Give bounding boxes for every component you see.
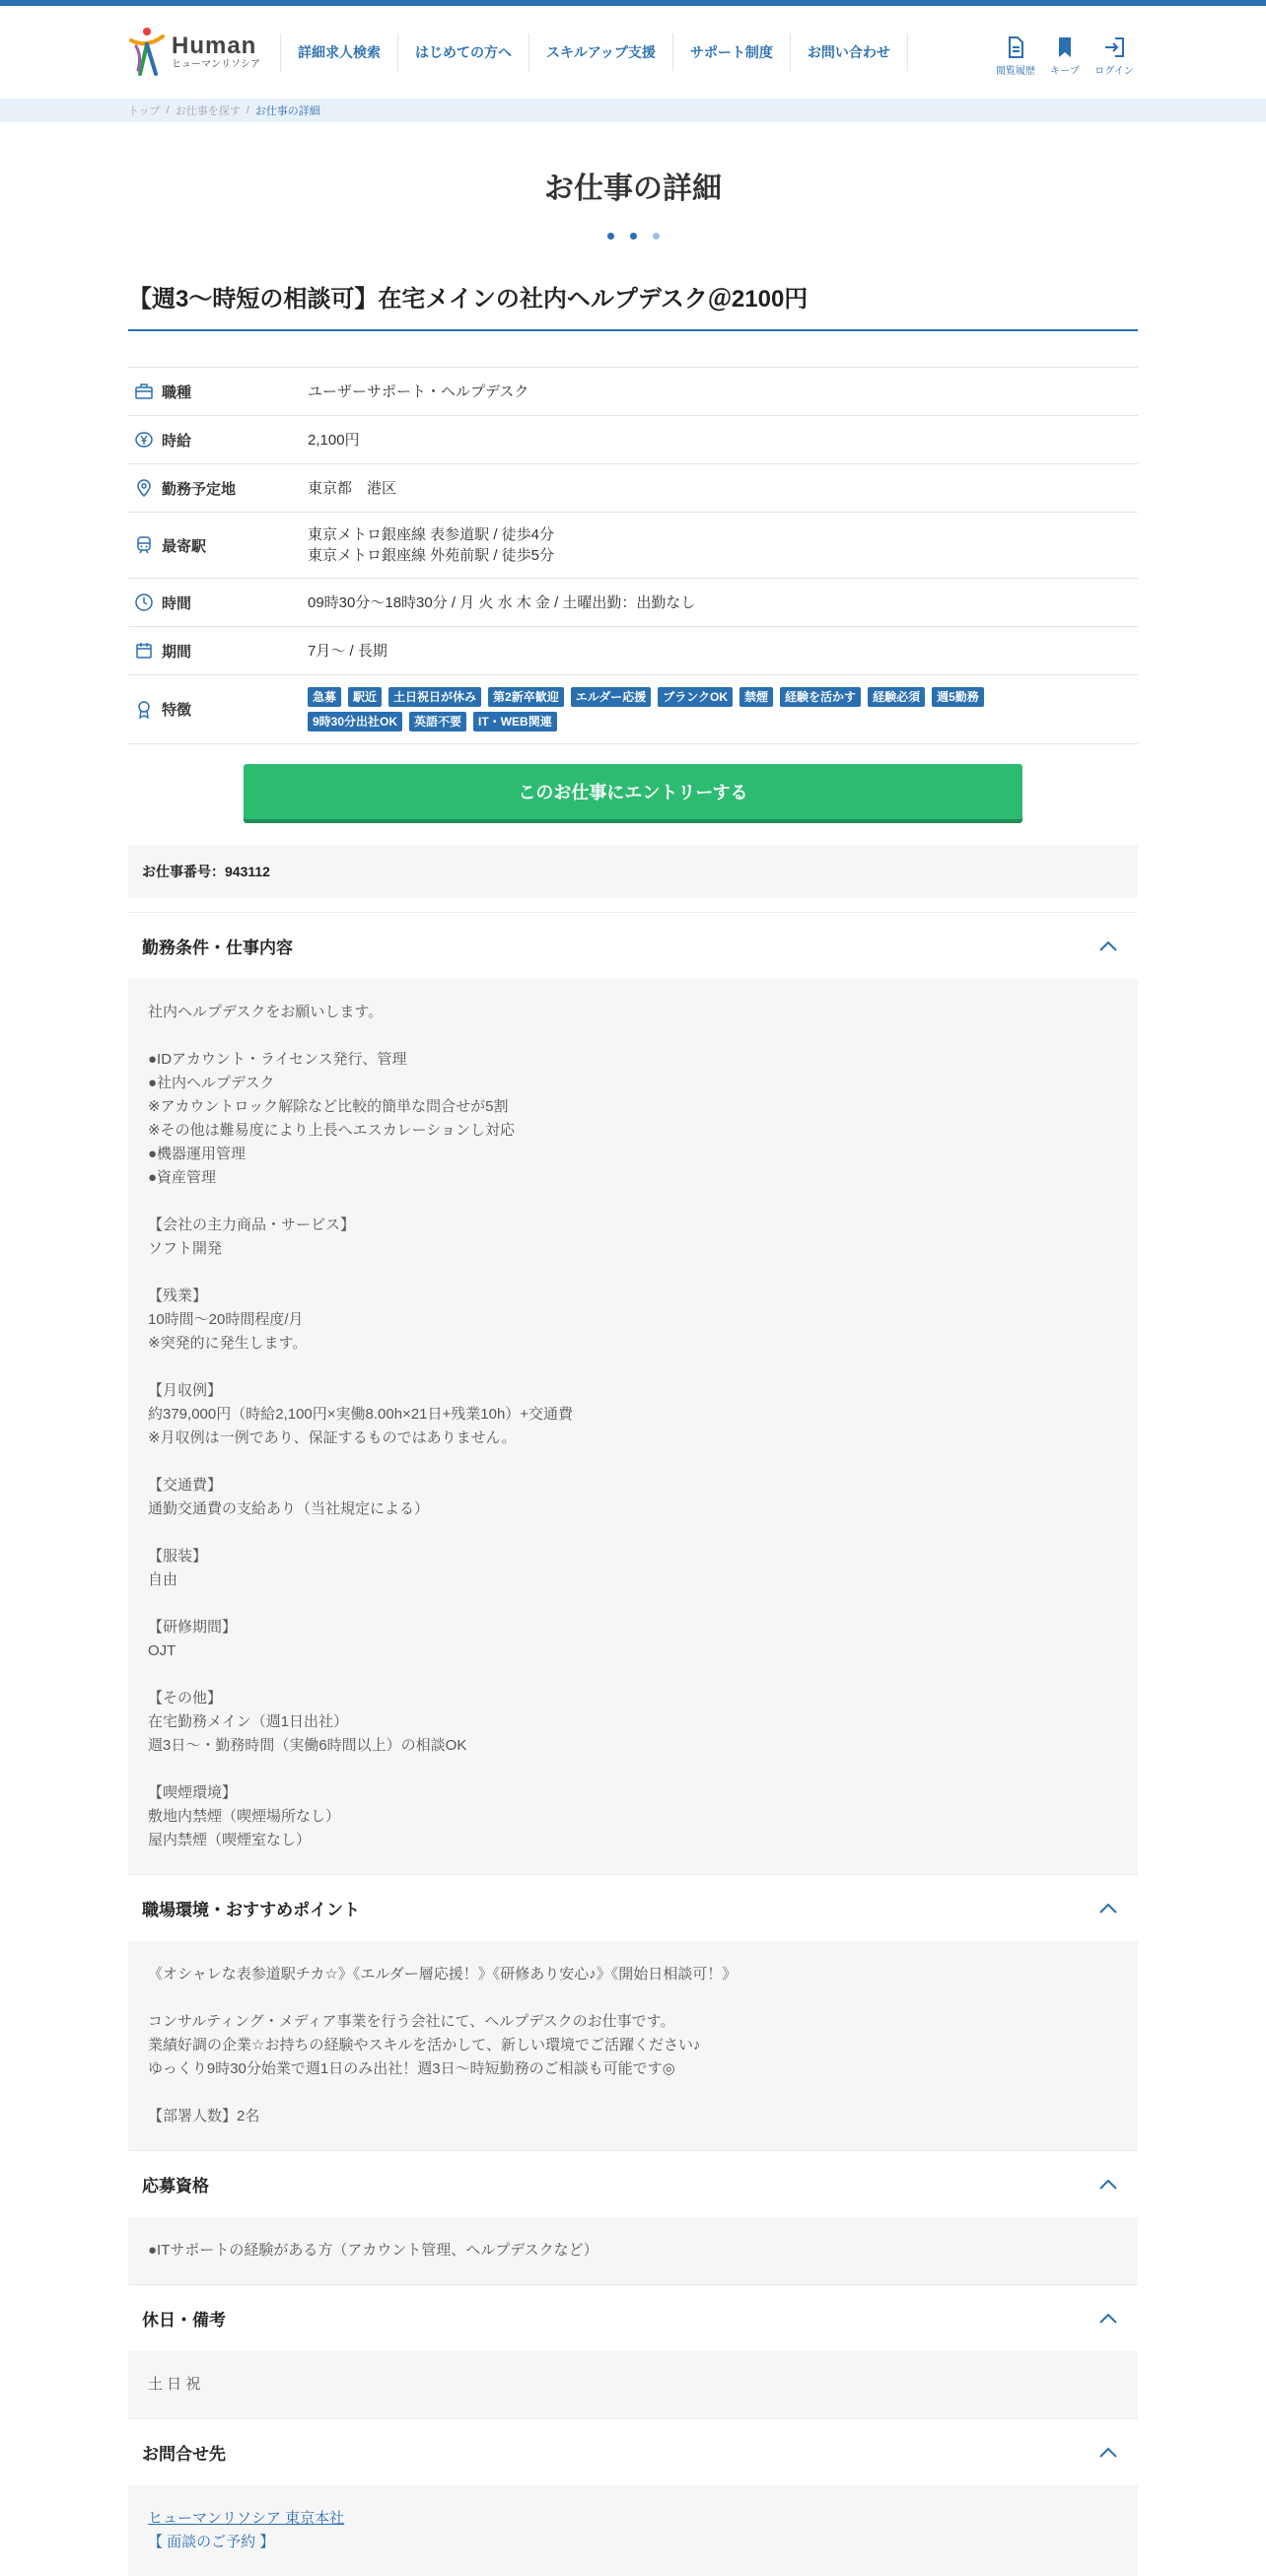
chevron-up-icon: [1098, 1903, 1118, 1915]
job-number: お仕事番号：943112: [128, 845, 1138, 898]
contact-office-link[interactable]: ヒューマンリソシア 東京本社: [148, 2510, 345, 2527]
section-title: お問合せ先: [142, 2445, 226, 2464]
nav-skillup[interactable]: スキルアップ支援: [528, 34, 672, 71]
job-detail: [128, 279, 1138, 2576]
site-logo[interactable]: [128, 23, 276, 82]
spec-label: 勤務予定地: [162, 480, 237, 498]
global-nav: [280, 34, 908, 71]
nav-support[interactable]: サポート制度: [672, 34, 790, 71]
spec-row-station: [128, 513, 1138, 579]
title-dots: [0, 233, 1266, 240]
feature-tag: 週5勤務: [932, 687, 984, 707]
spec-value-tags: [306, 675, 1138, 744]
accordion-body: [128, 979, 1138, 1874]
chevron-up-icon: [1098, 940, 1118, 952]
calendar-icon: [134, 641, 154, 661]
logo-brand: Human: [172, 33, 257, 59]
accordion-body: [128, 2485, 1138, 2576]
spec-value: 東京都 港区: [308, 479, 397, 497]
feature-tag: エルダー応援: [571, 687, 652, 707]
accordion-body: [128, 2217, 1138, 2284]
section-contact: [128, 2418, 1138, 2576]
dot: [653, 233, 660, 240]
section-title: 職場環境・おすすめポイント: [142, 1901, 361, 1919]
spec-value: 7月～ / 長期: [308, 642, 387, 660]
spec-value: ユーザーサポート・ヘルプデスク: [308, 383, 529, 400]
accordion-header[interactable]: [128, 912, 1138, 979]
breadcrumb: [0, 99, 1266, 122]
history-button[interactable]: [996, 35, 1035, 77]
nav-contact[interactable]: お問い合わせ: [790, 34, 908, 71]
accordion-body: [128, 2351, 1138, 2418]
login-button[interactable]: [1094, 35, 1134, 77]
section-holidays: [128, 2284, 1138, 2418]
human-figure-logo-icon: [128, 27, 166, 78]
accordion-header[interactable]: [128, 2284, 1138, 2351]
page-title: お仕事の詳細: [544, 173, 722, 205]
login-icon: [1102, 35, 1126, 59]
section-body: 社内ヘルプデスクをお願いします。 ●IDアカウント・ライセンス発行、管理 ●社内ヘルプデスク ※アカウントロック解除など比較的簡単な問合せが5割 ※その他は難易度により上長へエスカレーションし対応 ●機器運用管理 ●資産管理 【会社の主力商品・サービス】 ソフト開発 【残業】 10時間～20時間程度/月 ※突発的に発生します。 【月収例】 約379,000円（時給2,100円×実働8.00h×21日+残業10h）+交通費 ※月収例は一例であり、保証するものではありません。 【交通費】 通勤交通費の支給あり（当社規定による） 【服装】 自由 【研修期間】 OJT 【その他】 在宅勤務メイン（週1日出社） 週3日～・勤務時間（実働6時間以上）の相談OK 【喫煙環境】 敷地内禁煙（喫煙場所なし） 屋内禁煙（喫煙室なし）: [148, 1004, 574, 1848]
accordion-header[interactable]: [128, 1874, 1138, 1941]
map-pin-icon: [134, 478, 154, 498]
feature-tag: 9時30分出社OK: [308, 712, 402, 731]
spec-label: 最寄駅: [162, 537, 207, 555]
breadcrumb-current: お仕事の詳細: [254, 105, 320, 117]
spec-value: 2,100円: [308, 431, 360, 449]
spec-label: 職種: [162, 383, 192, 401]
feature-tag: 禁煙: [739, 687, 773, 707]
spec-value: 09時30分～18時30分 / 月 火 水 木 金 / 土曜出勤：出勤なし: [308, 593, 696, 611]
section-body: ●ITサポートの経験がある方（アカウント管理、ヘルプデスクなど）: [148, 2242, 598, 2259]
breadcrumb-separator: /: [246, 104, 249, 116]
feature-tag: 第2新卒歓迎: [488, 687, 564, 707]
spec-row-features: [128, 675, 1138, 744]
spec-row-occupation: [128, 368, 1138, 416]
spec-row-hours: [128, 579, 1138, 627]
section-qualifications: [128, 2150, 1138, 2284]
feature-tag: 土日祝日が休み: [388, 687, 481, 707]
spec-label: 時給: [162, 432, 192, 450]
feature-tags: [308, 687, 1057, 731]
login-label: ログイン: [1094, 66, 1134, 77]
site-header: [0, 6, 1266, 99]
dot: [630, 233, 637, 240]
job-spec-table: [128, 367, 1138, 744]
section-work-conditions: [128, 912, 1138, 1874]
document-icon: [1004, 35, 1027, 59]
feature-tag: 急募: [308, 687, 341, 707]
spec-row-wage: [128, 416, 1138, 464]
logo-subtitle: ヒューマンリソシア: [172, 59, 260, 70]
chevron-up-icon: [1098, 2313, 1118, 2325]
clock-icon: [134, 592, 154, 612]
spacer: [128, 898, 1138, 912]
section-body: 土 日 祝: [148, 2376, 201, 2393]
dot: [607, 233, 614, 240]
contact-appointment[interactable]: 【 面談のご予約 】: [148, 2534, 275, 2550]
spec-row-location: [128, 464, 1138, 513]
feature-tag: IT・WEB関連: [473, 712, 557, 731]
spec-row-period: [128, 627, 1138, 675]
section-body: 《オシャレな表参道駅チカ☆》《エルダー層応援！》《研修あり安心♪》《開始日相談可！》 コンサルティング・メディア事業を行う会社にて、ヘルプデスクのお仕事です。 業績好調の企業☆お持ちの経験やスキルを活かして、新しい環境でご活躍ください♪ ゆっくり9時30分始業で週1日のみ出社！週3日～時短勤務のご相談も可能です◎ 【部署人数】2名: [148, 1966, 738, 2124]
chevron-up-icon: [1098, 2447, 1118, 2459]
chevron-up-icon: [1098, 2179, 1118, 2191]
section-title: 休日・備考: [142, 2311, 226, 2330]
keep-label: キープ: [1050, 66, 1080, 77]
job-title: 【週3～時短の相談可】在宅メインの社内ヘルプデスク＠2100円: [128, 279, 1138, 331]
accordion-header[interactable]: [128, 2418, 1138, 2485]
briefcase-icon: [134, 382, 154, 401]
feature-tag: 駅近: [348, 687, 382, 707]
breadcrumb-search[interactable]: お仕事を探す: [175, 105, 241, 117]
keep-button[interactable]: [1045, 35, 1085, 77]
feature-tag: ブランクOK: [658, 687, 733, 707]
entry-button[interactable]: このお仕事にエントリーする: [244, 764, 1022, 819]
spec-label: 時間: [162, 594, 192, 612]
nav-beginners[interactable]: はじめての方へ: [397, 34, 528, 71]
breadcrumb-top[interactable]: トップ: [128, 105, 161, 117]
section-environment: [128, 1874, 1138, 2150]
accordion-header[interactable]: [128, 2150, 1138, 2217]
yen-icon: [134, 430, 154, 450]
history-label: 閲覧履歴: [996, 66, 1035, 77]
accordion-body: [128, 1941, 1138, 2150]
spec-value: 東京メトロ銀座線 表参道駅 / 徒歩4分 東京メトロ銀座線 外苑前駅 / 徒歩5分: [308, 526, 555, 564]
feature-tag: 英語不要: [409, 712, 466, 731]
breadcrumb-separator: /: [166, 104, 170, 116]
train-icon: [134, 535, 154, 555]
feature-tag: 経験を活かす: [780, 687, 861, 707]
ribbon-icon: [134, 700, 154, 720]
section-title: 勤務条件・仕事内容: [142, 939, 293, 957]
section-title: 応募資格: [142, 2177, 209, 2195]
spec-label: 特徴: [162, 702, 192, 719]
feature-tag: 経験必須: [868, 687, 925, 707]
nav-detail-search[interactable]: 詳細求人検索: [280, 34, 397, 71]
header-utility-icons: [996, 35, 1134, 77]
bookmark-icon: [1053, 35, 1077, 59]
spec-label: 期間: [162, 643, 192, 661]
